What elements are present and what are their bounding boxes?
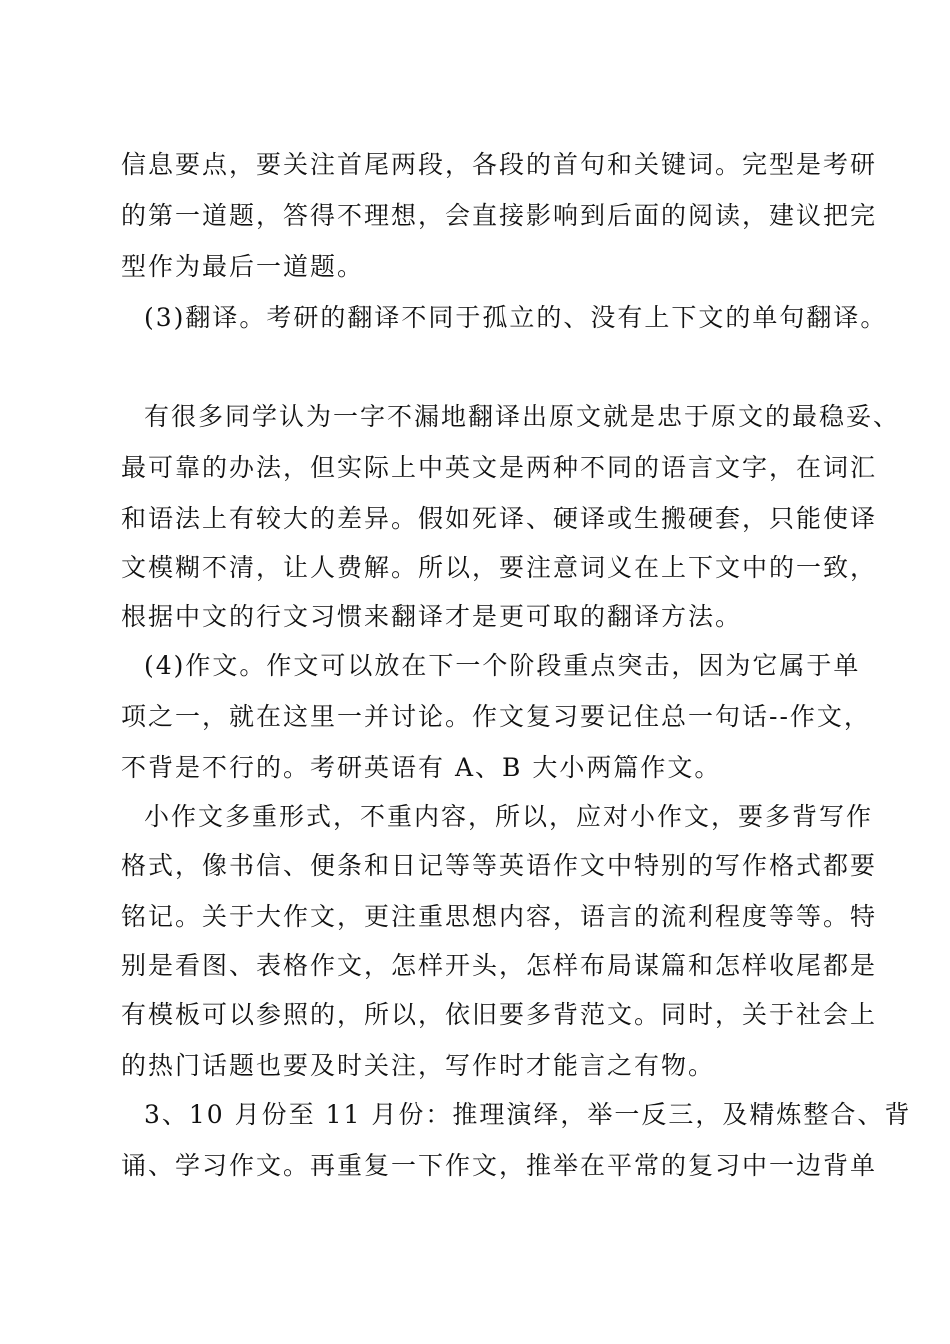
text-line: 最可靠的办法，但实际上中英文是两种不同的语言文字，在词汇 (121, 453, 878, 482)
text-line: 诵、学习作文。再重复一下作文，推举在平常的复习中一边背单 (121, 1151, 878, 1180)
text-line: (3)翻译。考研的翻译不同于孤立的、没有上下文的单句翻译。 (144, 303, 888, 332)
text-line: 信息要点，要关注首尾两段，各段的首句和关键词。完型是考研 (121, 150, 878, 179)
text-line: 有模板可以参照的，所以，依旧要多背范文。同时，关于社会上 (121, 1000, 878, 1029)
text-line: 型作为最后一道题。 (121, 252, 365, 281)
text-line: 和语法上有较大的差异。假如死译、硬译或生搬硬套，只能使译 (121, 504, 878, 533)
text-line: 根据中文的行文习惯来翻译才是更可取的翻译方法。 (121, 602, 743, 631)
text-line: 铭记。关于大作文，更注重思想内容，语言的流利程度等等。特 (121, 902, 878, 931)
text-line: 项之一，就在这里一并讨论。作文复习要记住总一句话--作文， (121, 702, 871, 731)
text-line: 的第一道题，答得不理想，会直接影响到后面的阅读，建议把完 (121, 201, 878, 230)
text-line: (4)作文。作文可以放在下一个阶段重点突击，因为它属于单 (144, 651, 861, 680)
text-line: 有很多同学认为一字不漏地翻译出原文就是忠于原文的最稳妥、 (144, 402, 901, 431)
text-line: 格式，像书信、便条和日记等等英语作文中特别的写作格式都要 (121, 851, 878, 880)
text-line: 不背是不行的。考研英语有 A、B 大小两篇作文。 (121, 753, 722, 782)
text-line: 3、10 月份至 11 月份：推理演绎，举一反三，及精炼整合、背 (144, 1100, 912, 1129)
text-line: 的热门话题也要及时关注，写作时才能言之有物。 (121, 1051, 716, 1080)
text-line: 别是看图、表格作文，怎样开头，怎样布局谋篇和怎样收尾都是 (121, 951, 878, 980)
text-line: 小作文多重形式，不重内容，所以，应对小作文，要多背写作 (144, 802, 874, 831)
text-line: 文模糊不清，让人费解。所以，要注意词义在上下文中的一致， (121, 553, 878, 582)
